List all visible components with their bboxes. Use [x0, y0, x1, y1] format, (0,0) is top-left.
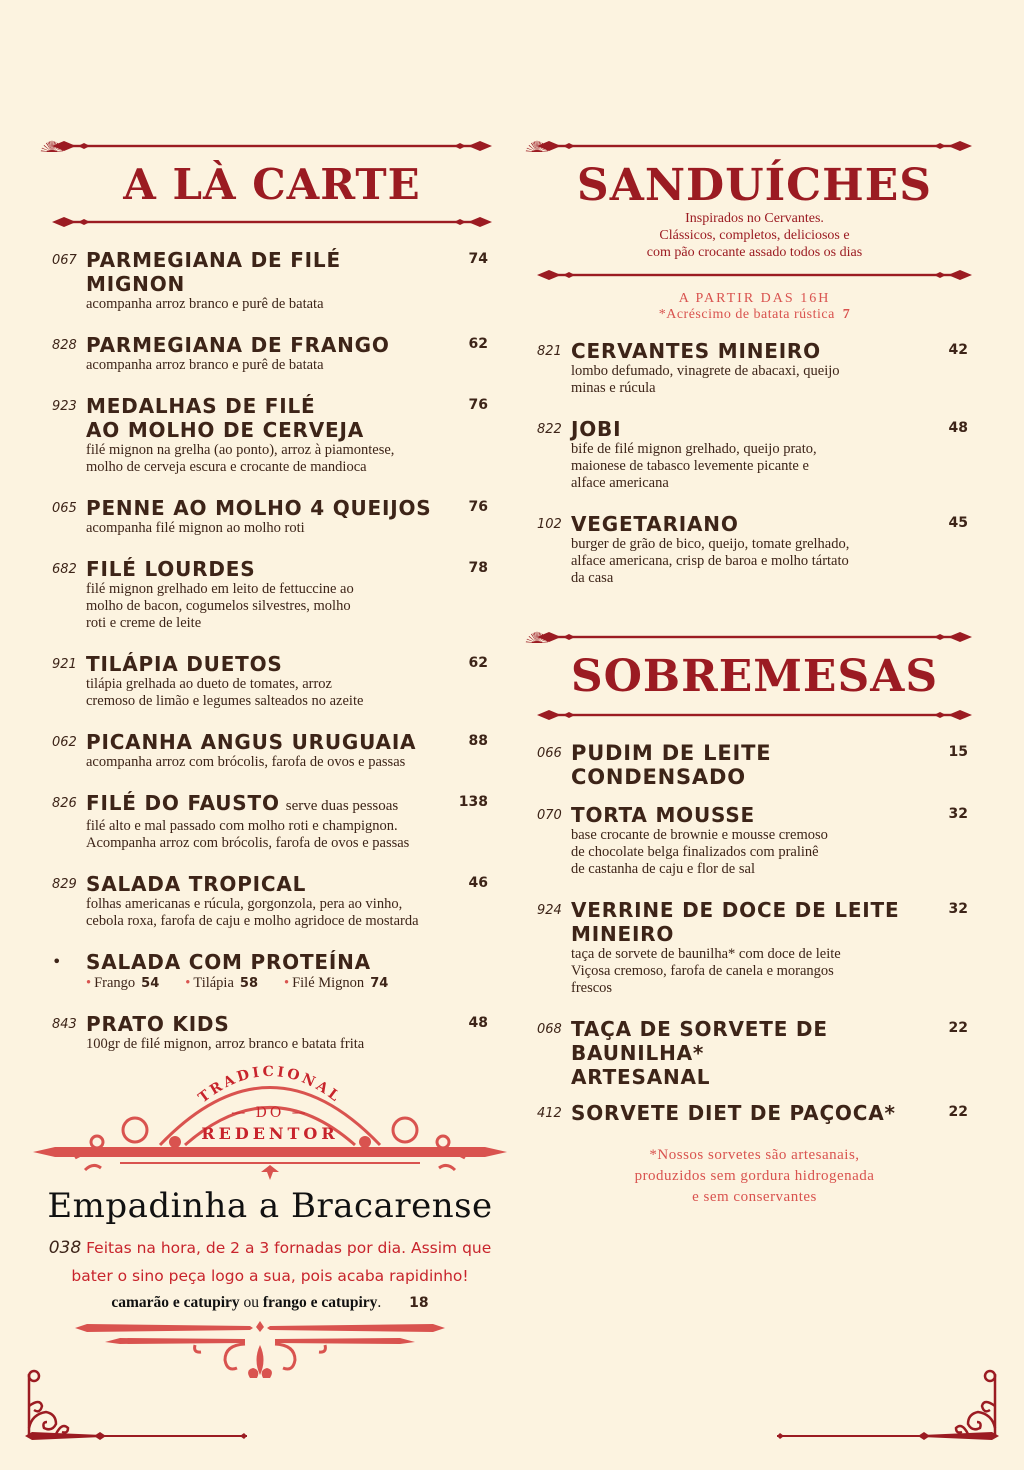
item-name: PARMEGIANA DE FILÉ MIGNON [86, 248, 341, 296]
item-description: alface americana, crisp de baroa e molho tártato [571, 553, 849, 569]
empadinha-options: camarão e catupiry ou frango e catupiry. 18 [111, 1294, 429, 1311]
item-name-line2: MINEIRO [571, 922, 675, 946]
menu-item [52, 730, 492, 771]
diamond-rule-ornament [537, 140, 972, 152]
item-description: minas e rúcula [571, 380, 656, 396]
item-name: SALADA TROPICAL [86, 872, 307, 896]
item-code: 038 [48, 1238, 82, 1258]
item-code: 828 [52, 338, 77, 353]
item-name: PICANHA ANGUS URUGUAIA [86, 730, 417, 754]
item-description: filé mignon grelhado em leito de fettuccine ao [86, 581, 354, 597]
item-price: 48 [468, 1015, 488, 1031]
item-description: da casa [571, 570, 614, 586]
item-description: base crocante de brownie e mousse cremoso [571, 827, 828, 843]
item-description: taça de sorvete de baunilha* com doce de leite [571, 946, 841, 962]
tradicional-redentor-badge [25, 1050, 515, 1185]
item-description: lombo defumado, vinagrete de abacaxi, queijo [571, 363, 840, 379]
empadinha-desc-line1: Feitas na hora, de 2 a 3 fornadas por dia. Assim que [86, 1239, 492, 1257]
menu-item [537, 512, 972, 587]
bullet-dot-icon: • [185, 975, 191, 991]
item-description: tilápia grelhada ao dueto de tomates, arroz [86, 676, 332, 692]
protein-option: • Frango 54 [86, 975, 160, 991]
empadinha-feature [20, 1184, 520, 1312]
item-price: 22 [948, 1020, 968, 1036]
item-name: TORTA MOUSSE [571, 803, 755, 827]
item-price: 32 [948, 806, 968, 822]
empadinha-option-2: frango e catupiry [262, 1294, 378, 1311]
menu-item [537, 803, 972, 878]
item-serving-note: serve duas pessoas [285, 798, 399, 814]
item-price: 76 [468, 499, 488, 515]
scroll-corner-ornament-right-icon [777, 1368, 1002, 1448]
menu-item [52, 791, 492, 852]
item-price: 62 [468, 336, 488, 352]
badge-arc-text: TRADICIONAL [195, 1063, 345, 1107]
menu-item [52, 1012, 492, 1053]
item-name: TILÁPIA DUETOS [86, 652, 283, 676]
sanduiches-intro: Inspirados no Cervantes. Clássicos, completos, deliciosos e com pão crocante assado todos os dias [646, 211, 863, 260]
section-title: SOBREMESAS [570, 651, 939, 702]
empadinha-title: Empadinha a Bracarense [47, 1186, 493, 1226]
item-code: 066 [537, 746, 562, 761]
item-name: VERRINE DE DOCE DE LEITE [571, 898, 900, 922]
menu-item [52, 248, 492, 313]
menu-item [537, 1101, 972, 1125]
menu-item [52, 950, 492, 992]
protein-options [86, 975, 492, 992]
item-description: molho de cerveja escura e crocante de mandioca [86, 459, 367, 475]
a-la-carte-list [52, 248, 492, 1053]
item-code: 924 [537, 903, 562, 918]
item-price: 62 [468, 655, 488, 671]
item-name [86, 791, 492, 818]
item-code: 923 [52, 399, 77, 414]
item-description: de chocolate belga finalizados com pralinê [571, 844, 819, 860]
item-description: acompanha arroz branco e purê de batata [86, 296, 324, 312]
item-name: PARMEGIANA DE FRANGO [86, 333, 390, 357]
sorvete-footnote: *Nossos sorvetes são artesanais, produzidos sem gordura hidrogenada e sem conservantes [634, 1147, 875, 1205]
item-description: Acompanha arroz com brócolis, farofa de ovos e passas [86, 835, 410, 851]
item-price: 45 [948, 515, 968, 531]
item-description: maionese de tabasco levemente picante e [571, 458, 809, 474]
item-code: 843 [52, 1017, 77, 1032]
item-code: 068 [537, 1022, 562, 1037]
badge-redentor-text: REDENTOR [201, 1124, 339, 1143]
item-price: 18 [409, 1295, 429, 1311]
item-description: molho de bacon, cogumelos silvestres, molho [86, 598, 351, 614]
item-description: acompanha filé mignon ao molho roti [86, 520, 305, 536]
item-price: 74 [468, 251, 488, 267]
section-title: A LÀ CARTE [123, 160, 421, 209]
item-name: SALADA COM PROTEÍNA [86, 950, 371, 974]
item-description: filé mignon na grelha (ao ponto), arroz à piamontese, [86, 442, 395, 458]
item-price: 78 [468, 560, 488, 576]
menu-item [537, 339, 972, 397]
diamond-rule-ornament [537, 709, 972, 721]
item-description: roti e creme de leite [86, 615, 202, 631]
item-name: JOBI [571, 417, 622, 441]
item-description: burger de grão de bico, queijo, tomate grelhado, [571, 536, 850, 552]
item-price: 138 [458, 794, 488, 810]
menu-item [537, 898, 972, 997]
menu-item [52, 872, 492, 930]
item-name: PUDIM DE LEITE CONDENSADO [571, 741, 772, 789]
item-price: 32 [948, 901, 968, 917]
item-code: 682 [52, 562, 77, 577]
item-name-text: FILÉ DO FAUSTO [86, 791, 280, 815]
item-price: 22 [948, 1104, 968, 1120]
protein-option: • Tilápia 58 [185, 975, 258, 991]
item-code: 412 [537, 1106, 562, 1121]
sanduiches-list [537, 339, 972, 587]
bullet-icon: • [52, 952, 62, 971]
menu-item [537, 417, 972, 492]
empadinha-option-1: camarão e catupiry [111, 1294, 240, 1311]
menu-item [52, 394, 492, 476]
scroll-corner-ornament-left-icon [22, 1368, 247, 1448]
item-name: FILÉ LOURDES [86, 557, 256, 581]
item-code: 821 [537, 344, 562, 359]
item-description: de castanha de caju e flor de sal [571, 861, 755, 877]
item-name-line2: ARTESANAL [571, 1065, 711, 1089]
item-price: 76 [468, 397, 488, 413]
item-name: PRATO KIDS [86, 1012, 230, 1036]
item-name: VEGETARIANO [571, 512, 739, 536]
menu-item [537, 1017, 972, 1089]
item-code: 829 [52, 877, 77, 892]
extra-fries-note: *Acréscimo de batata rústica 7 [658, 307, 851, 322]
sanduiches-header [537, 140, 972, 281]
bullet-dot-icon: • [284, 975, 290, 991]
item-name: TAÇA DE SORVETE DE BAUNILHA* [571, 1017, 828, 1065]
item-description: 100gr de filé mignon, arroz branco e batata frita [86, 1036, 365, 1052]
item-description: folhas americanas e rúcula, gorgonzola, pera ao vinho, [86, 896, 403, 912]
protein-option: • Filé Mignon 74 [284, 975, 389, 991]
item-code: 826 [52, 796, 77, 811]
diamond-rule-ornament [537, 269, 972, 281]
diamond-rule-ornament [52, 216, 492, 228]
item-description: alface americana [571, 475, 669, 491]
item-price: 46 [468, 875, 488, 891]
item-description: acompanha arroz branco e purê de batata [86, 357, 324, 373]
item-description: bife de filé mignon grelhado, queijo prato, [571, 441, 817, 457]
item-code: 067 [52, 253, 77, 268]
item-code: 065 [52, 501, 77, 516]
menu-item [52, 333, 492, 374]
item-price: 48 [948, 420, 968, 436]
item-price: 15 [948, 744, 968, 760]
badge-do-text: — DO — [231, 1105, 309, 1121]
empadinha-or: ou [243, 1294, 260, 1311]
empadinha-desc-line2: bater o sino peça logo a sua, pois acaba rapidinho! [71, 1267, 469, 1285]
menu-item [52, 557, 492, 632]
a-la-carte-header [52, 140, 492, 228]
menu-item [52, 496, 492, 537]
item-price: 88 [468, 733, 488, 749]
a-la-carte-section [52, 110, 492, 1073]
item-code: 822 [537, 422, 562, 437]
sanduiches-availability: A PARTIR DAS 16H *Acréscimo de batata rústica 7 [537, 291, 972, 323]
item-name: SORVETE DIET DE PAÇOCA* [571, 1101, 896, 1125]
item-description: cebola roxa, farofa de caju e molho agridoce de mostarda [86, 913, 419, 929]
item-name: MEDALHAS DE FILÉ [86, 394, 316, 418]
item-code: 921 [52, 657, 77, 672]
menu-item [52, 652, 492, 710]
item-description: frescos [571, 980, 613, 996]
item-description: cremoso de limão e legumes salteados no azeite [86, 693, 364, 709]
section-title: SANDUÍCHES [576, 160, 933, 211]
item-description: acompanha arroz com brócolis, farofa de ovos e passas [86, 754, 406, 770]
sobremesas-list [537, 741, 972, 1125]
menu-item [537, 741, 972, 789]
item-name-line2: AO MOLHO DE CERVEJA [86, 418, 365, 442]
empadinha-description [20, 1234, 520, 1290]
item-name: CERVANTES MINEIRO [571, 339, 821, 363]
sobremesas-header [537, 631, 972, 721]
item-description: Viçosa cremoso, farofa de canela e morangos [571, 963, 834, 979]
bullet-dot-icon: • [86, 975, 92, 991]
sanduiches-section [537, 110, 972, 1208]
item-code: 070 [537, 808, 562, 823]
item-price: 42 [948, 342, 968, 358]
diamond-rule-ornament [537, 631, 972, 643]
item-code: 062 [52, 735, 77, 750]
item-name: PENNE AO MOLHO 4 QUEIJOS [86, 496, 432, 520]
item-description: filé alto e mal passado com molho roti e champignon. [86, 818, 398, 834]
item-code: 102 [537, 517, 562, 532]
